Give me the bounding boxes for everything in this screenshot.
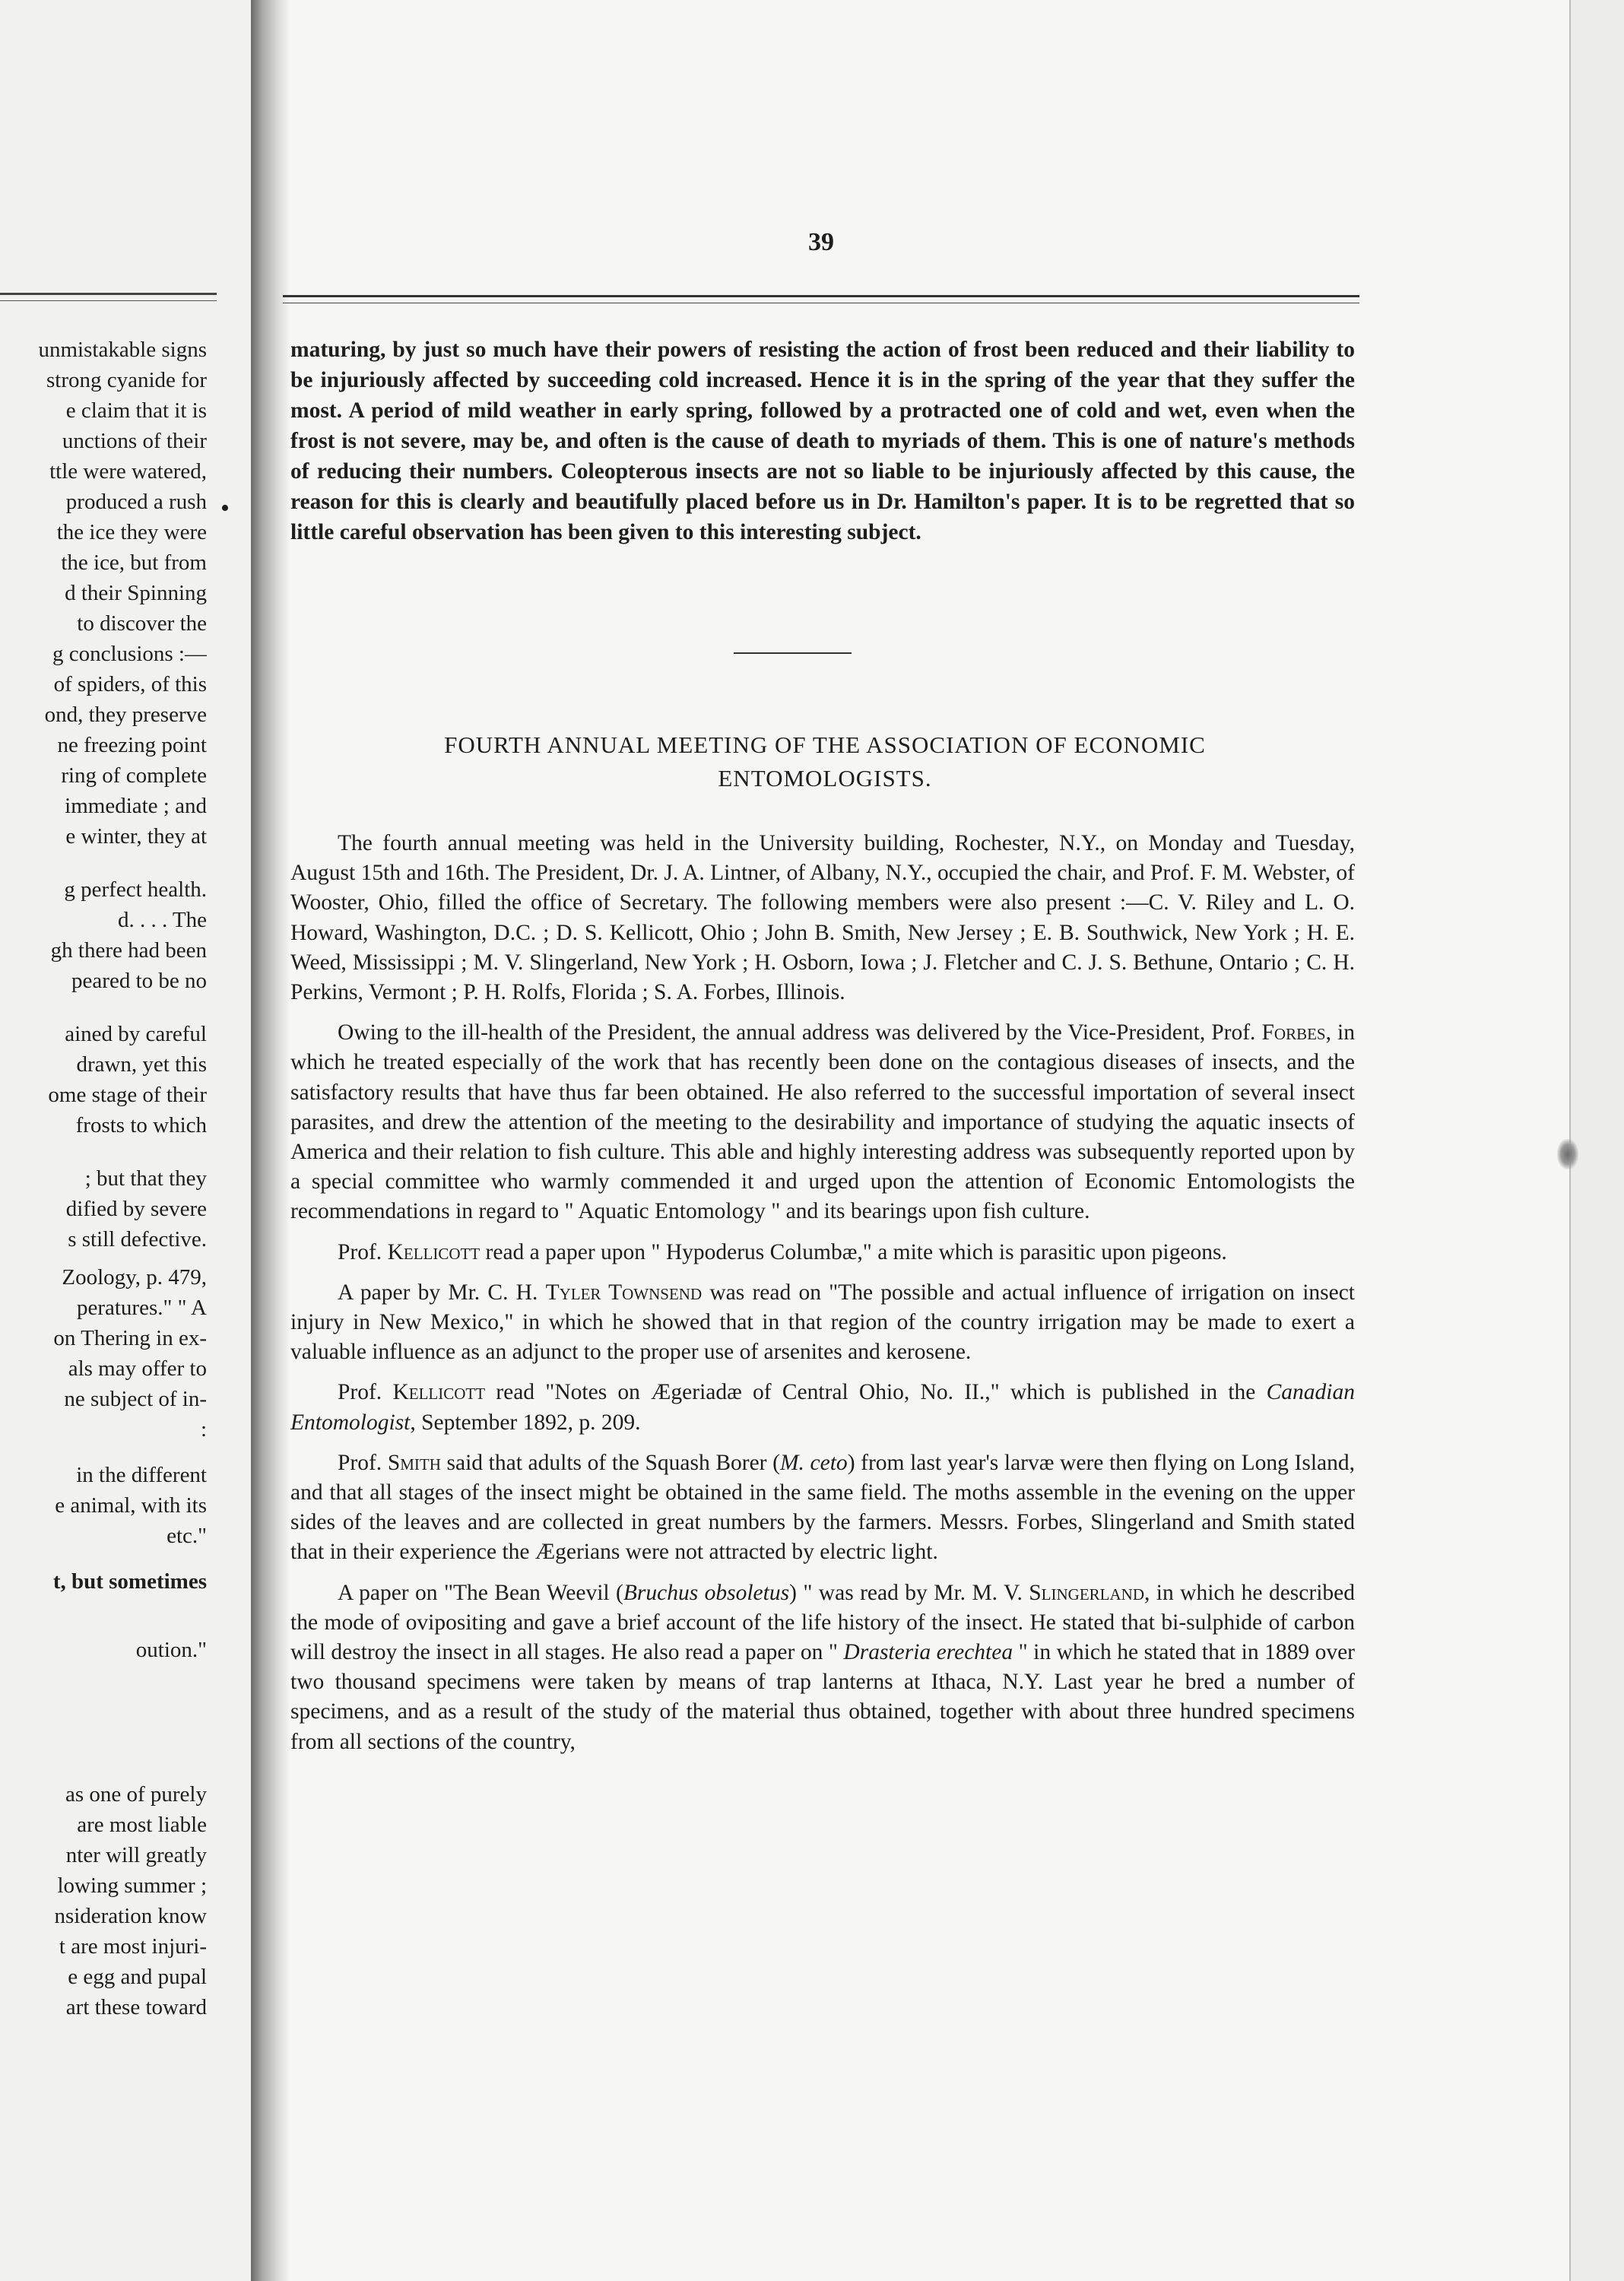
facing-page-line: strong cyanide for	[46, 368, 207, 392]
facing-page-line: d. . . . The	[117, 908, 207, 932]
facing-page-line: of spiders, of this	[53, 672, 207, 696]
facing-page-line: s still defective.	[68, 1227, 207, 1252]
facing-page-line: peratures." " A	[76, 1296, 207, 1320]
facing-page-line: frosts to which	[75, 1113, 207, 1137]
facing-page-line: unctions of their	[62, 429, 207, 453]
facing-page-line: d their Spinning	[65, 581, 207, 605]
facing-page-line: the ice, but from	[61, 550, 207, 575]
scan-smudge	[1557, 1139, 1578, 1169]
left-header-rule	[0, 293, 217, 295]
species-name: Bruchus obsoletus	[623, 1580, 790, 1605]
facing-page-line: dified by severe	[65, 1197, 207, 1221]
facing-page-line: Zoology, p. 479,	[62, 1265, 207, 1290]
facing-page-line: on Thering in ex-	[53, 1326, 207, 1350]
facing-page-line: to discover the	[77, 611, 207, 636]
facing-page-line: ond, they preserve	[44, 703, 207, 727]
facing-page-line: t, but sometimes	[52, 1569, 207, 1594]
margin-mark: •	[220, 494, 230, 522]
section-title-line-1: FOURTH ANNUAL MEETING OF THE ASSOCIATION OF ECONOMIC	[444, 731, 1206, 758]
facing-page-line: nter will greatly	[65, 1843, 207, 1867]
person-name: Smith	[387, 1450, 441, 1475]
facing-page-line: gh there had been	[50, 938, 207, 963]
facing-page-line: ring of complete	[61, 763, 207, 788]
paragraph-townsend: A paper by Mr. C. H. Tyler Townsend was read on "The possible and actual influence of irrigation on insect injury in New Mexico," in which he showed that in that region of the country irrigation may be made to exert a valuable influence as an adjunct to the proper use of arsenites and kerosene.	[290, 1280, 1356, 1365]
facing-page-line: ained by careful	[65, 1022, 207, 1046]
facing-page-line: as one of purely	[65, 1782, 207, 1807]
facing-page-line: ttle were watered,	[49, 459, 207, 484]
facing-page-line: in the different	[76, 1463, 207, 1487]
facing-page-line: are most liable	[77, 1813, 207, 1837]
section-separator	[734, 652, 852, 654]
facing-page-line: drawn, yet this	[76, 1052, 207, 1077]
left-header-rule-thin	[0, 300, 217, 301]
facing-page-line: e animal, with its	[55, 1493, 207, 1518]
person-name: Slingerland	[1029, 1580, 1144, 1605]
paragraph-meeting: The fourth annual meeting was held in the University building, Rochester, N.Y., on Monday and Tuesday, August 15th and 16th. The President, Dr. J. A. Lintner, of Albany, N.Y., occupied the chair, and Prof. F. M. Webster, of Wooster, Ohio, filled the office of Secretary. The following members were also present :—C. V. Riley and L. O. Howard, Washington, D.C. ; D. S. Kellicott, Ohio ; John B. Smith, New Jersey ; E. B. Southwick, New York ; H. E. Weed, Mississippi ; M. V. Slingerland, New York ; H. Osborn, Iowa ; J. Fletcher and C. J. S. Bethune, Ontario ; C. H. Perkins, Vermont ; P. H. Rolfs, Florida ; S. A. Forbes, Illinois.	[290, 831, 1355, 1005]
facing-page	[0, 0, 251, 2281]
facing-page-line: the ice they were	[56, 520, 207, 544]
facing-page-line: g conclusions :—	[52, 642, 207, 666]
facing-page-line: art these toward	[65, 1995, 207, 2019]
paragraph-aegeriadae: Prof. Kellicott read "Notes on Ægeriadæ of Central Ohio, No. II.," which is published in the Canadian Entomologist, September 1892, p. 209.	[290, 1380, 1355, 1435]
intro-paragraph: maturing, by just so much have their powers of resisting the action of frost been reduced and their liability to be injuriously affected by succeeding cold increased. Hence it is in the spring of the year that they suffer the most. A period of mild weather in early spring, followed by a protracted one of cold and wet, even when the frost is not severe, may be, and often is the cause of death to myriads of them. This is one of nature's methods of reducing their numbers. Coleopterous insects are not so liable to be injuriously affected by this cause, the reason for this is clearly and beautifully placed before us in Dr. Hamilton's paper. It is to be regretted that so little careful observation has been given to this interesting subject.	[290, 338, 1355, 544]
facing-page-line: nsideration know	[54, 1904, 207, 1928]
facing-page-line: ; but that they	[84, 1166, 207, 1191]
book-gutter	[251, 0, 289, 2281]
person-name: Tyler Townsend	[545, 1280, 703, 1305]
facing-page-line: e egg and pupal	[68, 1965, 207, 1989]
paragraph-squash-borer: Prof. Smith said that adults of the Squash Borer (M. ceto) from last year's larvæ were then flying on Long Island, and that all stages of the insect might be obtained in the same field. The moths assemble in the evening on the upper sides of the leaves and are collected in great numbers by the farmers. Messrs. Forbes, Slingerland and Smith stated that in their experience the Ægerians were not attracted by electric light.	[290, 1450, 1355, 1565]
page-number: 39	[808, 228, 834, 256]
facing-page-line: unmistakable signs	[38, 338, 207, 362]
facing-page-line: :	[200, 1417, 207, 1442]
article-body	[290, 829, 1355, 1768]
facing-page-line: ne subject of in-	[64, 1387, 207, 1411]
species-name: M. ceto	[779, 1450, 848, 1475]
person-name: Kellicott	[387, 1239, 481, 1264]
header-rule	[283, 295, 1359, 297]
facing-page-line: peared to be no	[71, 969, 207, 993]
facing-page-line: immediate ; and	[65, 794, 207, 818]
facing-page-line: e claim that it is	[65, 398, 207, 423]
facing-page-line: als may offer to	[68, 1356, 207, 1381]
facing-page-line: ome stage of their	[48, 1083, 207, 1107]
facing-page-line: produced a rush	[65, 490, 207, 514]
species-name: Drasteria erechtea	[843, 1640, 1013, 1665]
facing-page-line: e winter, they at	[65, 824, 207, 849]
paragraph-bean-weevil: A paper on "The Bean Weevil (Bruchus obsoletus) " was read by Mr. M. V. Slingerland, in which he described the mode of ovipositing and gave a brief account of the life history of the insect. He stated that bi-sulphide of carbon will destroy the insect in all stages. He also read a paper on " Drasteria erechtea " in which he stated that in 1889 over two thousand specimens were taken by means of trap lanterns at Ithaca, N.Y. Last year he bred a number of specimens, and as a result of the study of the material thus obtained, together with about three hundred specimens from all sections of the country,	[290, 1580, 1356, 1754]
facing-page-line: oution."	[135, 1638, 207, 1662]
person-name: Forbes	[1261, 1020, 1326, 1045]
paragraph-address: Owing to the ill-health of the President, the annual address was delivered by the Vice-President, Prof. Forbes, in which he treated especially of the work that has recently been done on the contagious diseases of insects, and the satisfactory results that have thus far been obtained. He also referred to the successful importation of several insect parasites, and drew the attention of the meeting to the desirability and importance of studying the aquatic insects of America and their relation to fish culture. This able and highly interesting address was subsequently reported upon by a special committee who warmly commended it and urged upon the attention of Economic Entomologists the recommendations in regard to " Aquatic Entomology " and its bearings upon fish culture.	[290, 1020, 1355, 1224]
section-title-line-2: ENTOMOLOGISTS.	[718, 765, 932, 792]
facing-page-line: lowing summer ;	[57, 1873, 207, 1898]
journal-title: Canadian Entomologist	[290, 1380, 1355, 1435]
section-title	[297, 728, 1353, 795]
facing-page-line: etc."	[167, 1524, 207, 1548]
person-name: Kellicott	[392, 1380, 486, 1405]
facing-page-line: ne freezing point	[57, 733, 207, 757]
facing-page-line: g perfect health.	[64, 877, 207, 902]
paragraph-kellicott: Prof. Kellicott read a paper upon " Hypoderus Columbæ," a mite which is parasitic upon pigeons.	[338, 1239, 1227, 1264]
facing-page-line: t are most injuri-	[59, 1934, 207, 1959]
